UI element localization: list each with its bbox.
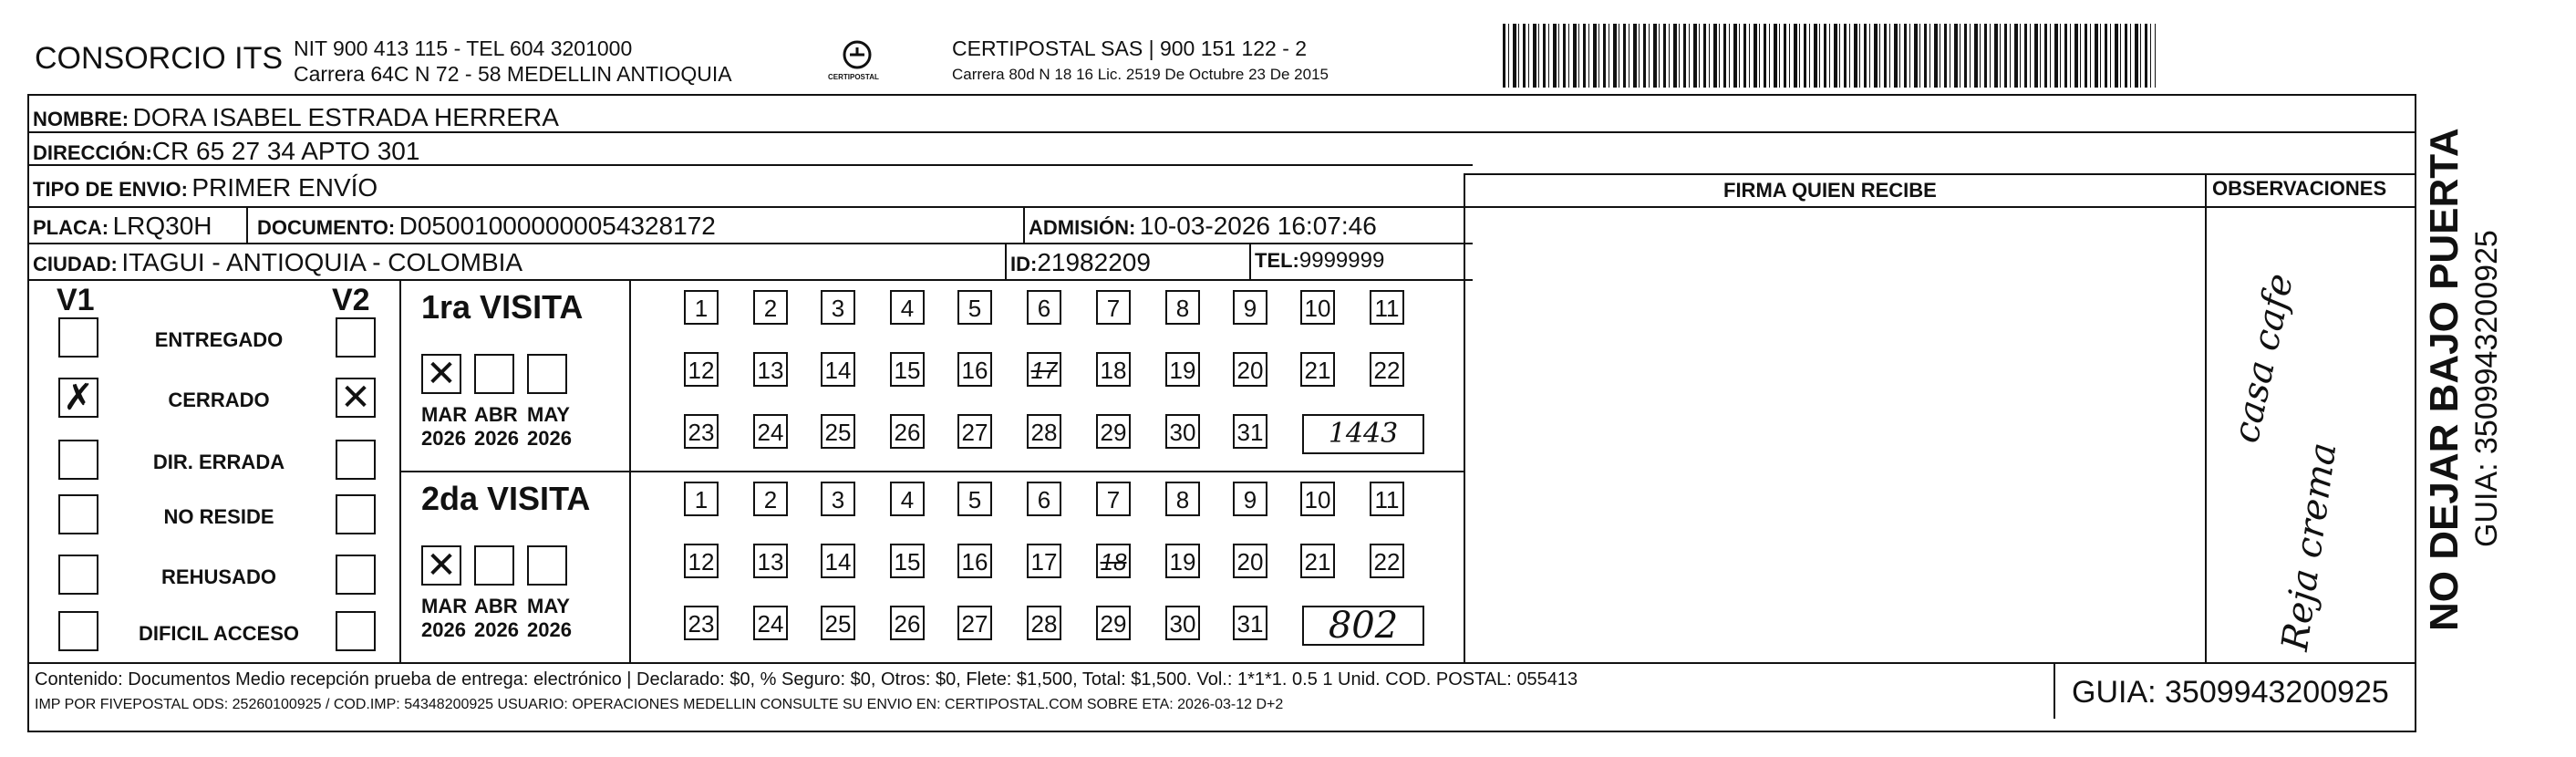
nombre-value: DORA ISABEL ESTRADA HERRERA xyxy=(132,103,559,131)
day-box[interactable]: 19 xyxy=(1165,352,1200,387)
day-box[interactable]: 17 xyxy=(1027,544,1061,578)
day-box[interactable]: 11 xyxy=(1370,290,1404,325)
day-box[interactable]: 18 xyxy=(1096,544,1131,578)
footer-imp: IMP POR FIVEPOSTAL ODS: 25260100925 / COD.IMP: 54348200925 USUARIO: OPERACIONES MEDELLIN CONSULTE SU ENVIO EN: CERTIPOSTAL.COM SOBRE ETA: 2026-03-12 D+2 xyxy=(35,697,1284,712)
day-box[interactable]: 22 xyxy=(1370,352,1404,387)
direccion-value: CR 65 27 34 APTO 301 xyxy=(151,137,420,165)
v1-checkbox[interactable] xyxy=(58,440,98,480)
day-box[interactable]: 26 xyxy=(890,414,925,449)
day-box[interactable]: 16 xyxy=(957,352,992,387)
v2-checkbox[interactable] xyxy=(336,555,376,595)
day-box[interactable]: 25 xyxy=(821,606,855,640)
v2-checkbox[interactable] xyxy=(336,440,376,480)
day-box[interactable]: 23 xyxy=(684,606,719,640)
day-box[interactable]: 11 xyxy=(1370,482,1404,516)
month-label: MAY xyxy=(527,403,570,426)
v1-checkbox[interactable]: ✗ xyxy=(58,378,98,418)
month-checkbox[interactable] xyxy=(527,545,567,586)
day-box[interactable]: 28 xyxy=(1027,606,1061,640)
day-box[interactable]: 9 xyxy=(1233,482,1267,516)
status-label: DIFICIL ACCESO xyxy=(138,622,299,645)
day-box[interactable]: 30 xyxy=(1165,414,1200,449)
day-box[interactable]: 1 xyxy=(684,482,719,516)
v1-checkbox[interactable] xyxy=(58,611,98,651)
ciudad-value: ITAGUI - ANTIOQUIA - COLOMBIA xyxy=(121,248,523,276)
day-box[interactable]: 23 xyxy=(684,414,719,449)
day-box[interactable]: 27 xyxy=(957,414,992,449)
day-box[interactable]: 17 xyxy=(1027,352,1061,387)
day-box[interactable]: 27 xyxy=(957,606,992,640)
id-label: ID: xyxy=(1010,253,1038,275)
day-box[interactable]: 4 xyxy=(890,482,925,516)
v2-checkbox[interactable] xyxy=(336,317,376,358)
admision-value: 10-03-2026 16:07:46 xyxy=(1139,212,1377,240)
day-box[interactable]: 1 xyxy=(684,290,719,325)
day-box[interactable]: 24 xyxy=(753,414,788,449)
year-label: 2026 xyxy=(474,618,519,641)
day-box[interactable]: 15 xyxy=(890,544,925,578)
day-box[interactable]: 8 xyxy=(1165,482,1200,516)
year-label: 2026 xyxy=(527,618,572,641)
observaciones-header: OBSERVACIONES xyxy=(2212,177,2387,200)
day-box[interactable]: 16 xyxy=(957,544,992,578)
v2-checkbox[interactable] xyxy=(336,494,376,534)
day-box[interactable]: 14 xyxy=(821,544,855,578)
certipostal-logo xyxy=(830,36,885,91)
day-box[interactable]: 12 xyxy=(684,544,719,578)
id-value: 21982209 xyxy=(1037,248,1151,276)
documento-value: D050010000000054328172 xyxy=(398,212,716,240)
placa-value: LRQ30H xyxy=(112,212,212,240)
day-box[interactable]: 19 xyxy=(1165,544,1200,578)
day-box[interactable]: 31 xyxy=(1233,414,1267,449)
visit-code-box: 802 xyxy=(1302,606,1424,646)
v2-checkbox[interactable]: ✕ xyxy=(336,378,376,418)
day-box[interactable]: 21 xyxy=(1300,544,1335,578)
v1-checkbox[interactable] xyxy=(58,494,98,534)
day-box[interactable]: 2 xyxy=(753,290,788,325)
day-box[interactable]: 29 xyxy=(1096,414,1131,449)
month-label: MAR xyxy=(421,403,468,426)
observaciones-note-2: Reja crema xyxy=(2274,440,2345,654)
day-box[interactable]: 29 xyxy=(1096,606,1131,640)
carrier-name: CERTIPOSTAL SAS | 900 151 122 - 2 xyxy=(952,36,1308,60)
year-label: 2026 xyxy=(421,427,466,450)
barcode xyxy=(1503,24,2156,88)
day-box[interactable]: 13 xyxy=(753,352,788,387)
day-box[interactable]: 20 xyxy=(1233,544,1267,578)
status-label: ENTREGADO xyxy=(154,328,284,351)
visit-code-box: 1443 xyxy=(1302,414,1424,454)
day-box[interactable]: 14 xyxy=(821,352,855,387)
logo-text: CERTIPOSTAL xyxy=(828,73,879,81)
day-box[interactable]: 9 xyxy=(1233,290,1267,325)
day-box[interactable]: 3 xyxy=(821,290,855,325)
day-box[interactable]: 28 xyxy=(1027,414,1061,449)
day-box[interactable]: 10 xyxy=(1300,482,1335,516)
company-nit-tel: NIT 900 413 115 - TEL 604 3201000 xyxy=(294,36,633,60)
visit-title: 1ra VISITA xyxy=(421,288,584,326)
day-box[interactable]: 22 xyxy=(1370,544,1404,578)
direccion-label: DIRECCIÓN: xyxy=(33,141,152,164)
day-box[interactable]: 2 xyxy=(753,482,788,516)
placa-label: PLACA: xyxy=(33,216,109,239)
month-label: MAR xyxy=(421,595,468,617)
day-box[interactable]: 7 xyxy=(1096,482,1131,516)
ciudad-label: CIUDAD: xyxy=(33,253,118,275)
day-box[interactable]: 5 xyxy=(957,482,992,516)
month-checkbox[interactable]: ✕ xyxy=(421,545,461,586)
visit-title: 2da VISITA xyxy=(421,480,591,517)
day-box[interactable]: 8 xyxy=(1165,290,1200,325)
day-box[interactable]: 21 xyxy=(1300,352,1335,387)
day-box[interactable]: 7 xyxy=(1096,290,1131,325)
day-box[interactable]: 6 xyxy=(1027,482,1061,516)
day-box[interactable]: 10 xyxy=(1300,290,1335,325)
side-frame xyxy=(2415,94,2416,669)
v1-checkbox[interactable] xyxy=(58,555,98,595)
month-checkbox[interactable]: ✕ xyxy=(421,354,461,394)
month-checkbox[interactable] xyxy=(474,354,514,394)
admision-label: ADMISIÓN: xyxy=(1029,216,1136,239)
status-label: REHUSADO xyxy=(161,565,276,588)
company-address: Carrera 64C N 72 - 58 MEDELLIN ANTIOQUIA xyxy=(294,62,732,86)
nombre-label: NOMBRE: xyxy=(33,108,129,130)
carrier-address: Carrera 80d N 18 16 Lic. 2519 De Octubre 23 De 2015 xyxy=(952,66,1329,83)
v1-label: V1 xyxy=(57,283,95,317)
tipo-envio-label: TIPO DE ENVIO: xyxy=(33,178,188,201)
month-label: ABR xyxy=(474,595,518,617)
v2-checkbox[interactable] xyxy=(336,611,376,651)
day-box[interactable]: 31 xyxy=(1233,606,1267,640)
year-label: 2026 xyxy=(474,427,519,450)
month-checkbox[interactable] xyxy=(474,545,514,586)
month-checkbox[interactable] xyxy=(527,354,567,394)
label-frame xyxy=(27,94,2416,732)
firma-header: FIRMA QUIEN RECIBE xyxy=(1723,179,1937,202)
company-name: CONSORCIO ITS xyxy=(35,41,284,76)
day-box[interactable]: 26 xyxy=(890,606,925,640)
documento-label: DOCUMENTO: xyxy=(257,216,396,239)
day-box[interactable]: 20 xyxy=(1233,352,1267,387)
day-box[interactable]: 5 xyxy=(957,290,992,325)
day-box[interactable]: 30 xyxy=(1165,606,1200,640)
day-box[interactable]: 4 xyxy=(890,290,925,325)
year-label: 2026 xyxy=(527,427,572,450)
footer-guia: GUIA: 3509943200925 xyxy=(2072,675,2389,710)
day-box[interactable]: 3 xyxy=(821,482,855,516)
observaciones-note-1: casa cafe xyxy=(2225,270,2302,447)
year-label: 2026 xyxy=(421,618,466,641)
day-box[interactable]: 12 xyxy=(684,352,719,387)
side-guia: GUIA: 3509943200925 xyxy=(2469,230,2504,547)
tel-value: 9999999 xyxy=(1298,248,1385,273)
status-label: CERRADO xyxy=(168,389,270,411)
status-label: NO RESIDE xyxy=(163,505,274,528)
tel-label: TEL: xyxy=(1255,249,1299,272)
v1-checkbox[interactable] xyxy=(58,317,98,358)
day-box[interactable]: 6 xyxy=(1027,290,1061,325)
footer-contenido: Contenido: Documentos Medio recepción prueba de entrega: electrónico | Declarado: $0, % Seguro: $0, Otros: $0, Flete: $1,500, Total: $1,500. Vol.: 1*1*1. 0.5 1 Unid. COD. POSTAL: 055413 xyxy=(35,669,1578,690)
month-label: MAY xyxy=(527,595,570,617)
day-box[interactable]: 25 xyxy=(821,414,855,449)
day-box[interactable]: 18 xyxy=(1096,352,1131,387)
day-box[interactable]: 15 xyxy=(890,352,925,387)
tipo-envio-value: PRIMER ENVÍO xyxy=(191,173,378,202)
no-dejar-warning: NO DEJAR BAJO PUERTA xyxy=(2422,128,2467,631)
day-box[interactable]: 13 xyxy=(753,544,788,578)
status-label: DIR. ERRADA xyxy=(152,451,285,473)
v2-label: V2 xyxy=(332,283,370,317)
day-box[interactable]: 24 xyxy=(753,606,788,640)
month-label: ABR xyxy=(474,403,518,426)
